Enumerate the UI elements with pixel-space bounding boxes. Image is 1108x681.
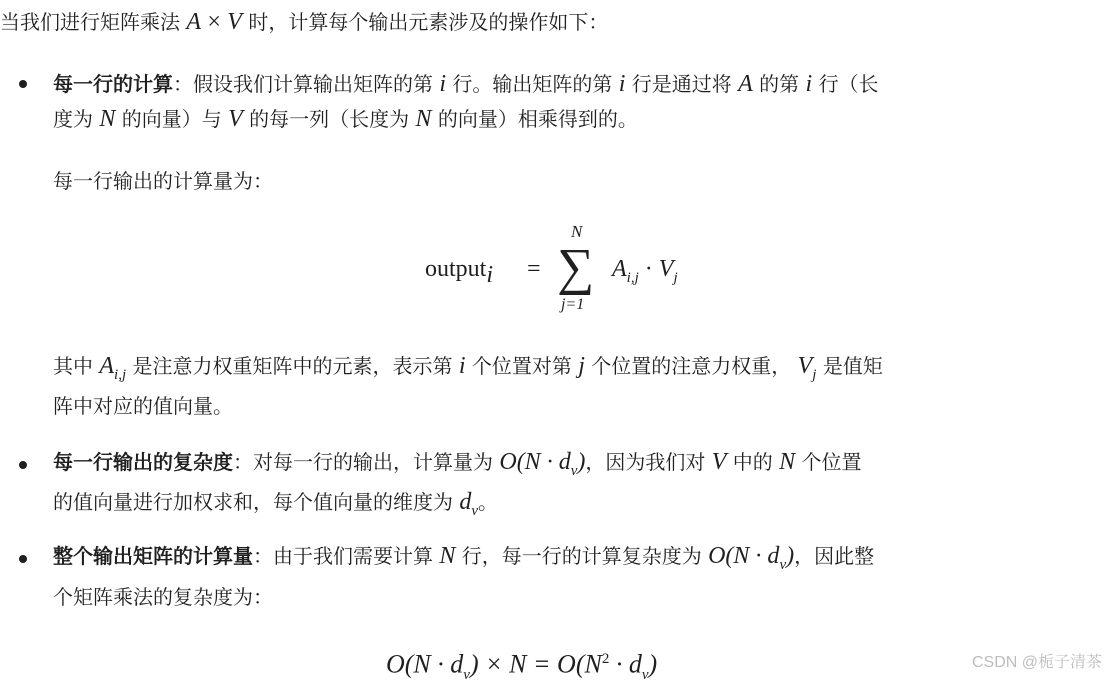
formula1-output: output bbox=[425, 256, 487, 282]
formula1-lhs-sub: i bbox=[486, 261, 494, 288]
formula1-V: V bbox=[658, 256, 674, 282]
section1-line1 bbox=[53, 69, 879, 99]
math-i: i bbox=[458, 353, 466, 379]
bullet-3 bbox=[19, 555, 27, 563]
formula2-left-sub: v bbox=[463, 666, 470, 681]
intro-text: 当我们进行矩阵乘法 bbox=[0, 10, 180, 34]
section1-text: 行（长 bbox=[818, 72, 879, 96]
section1-para bbox=[53, 166, 273, 196]
math-A: A bbox=[99, 353, 115, 379]
section1-line2 bbox=[53, 104, 638, 134]
formula1-V-sub: j bbox=[673, 269, 678, 286]
section2-line1 bbox=[53, 447, 862, 486]
math-i: i bbox=[805, 71, 813, 97]
explain-line1 bbox=[53, 351, 883, 390]
math-times: × bbox=[207, 9, 221, 35]
formula-1 bbox=[0, 220, 1108, 320]
section2-text: ：对每一行的输出，计算量为 bbox=[233, 450, 493, 474]
formula-2 bbox=[386, 644, 657, 681]
section3-text: ：由于我们需要计算 bbox=[253, 544, 433, 568]
section1-text: 度为 bbox=[53, 107, 93, 131]
math-i: i bbox=[618, 71, 626, 97]
section1-title: 每一行的计算 bbox=[53, 72, 173, 96]
section2-text: ，因为我们对 bbox=[585, 450, 706, 474]
formula1-A-sub: i,j bbox=[626, 269, 639, 286]
formula1-A: A bbox=[612, 256, 627, 282]
formula2-right-sub: v bbox=[641, 666, 649, 681]
formula1-sum-bottom: j=1 bbox=[561, 296, 585, 313]
formula1-dot: · bbox=[644, 256, 653, 282]
explain-text: 是值矩 bbox=[822, 354, 883, 378]
section1-text: 的向量）相乘得到的。 bbox=[437, 107, 638, 131]
math-i: i bbox=[439, 71, 447, 97]
math-N: N bbox=[99, 106, 116, 132]
explain-text: 阵中对应的值向量。 bbox=[53, 394, 233, 418]
math-d: d bbox=[459, 489, 472, 515]
formula2-sup: 2 bbox=[601, 651, 610, 667]
formula2-mid: · d bbox=[609, 649, 642, 679]
math-A: A bbox=[186, 9, 202, 35]
section1-text: 的每一列（长度为 bbox=[249, 107, 410, 131]
explain-V bbox=[797, 353, 817, 383]
section3-text: 行，每一行的计算复杂度为 bbox=[461, 544, 702, 568]
math-N: N bbox=[779, 449, 796, 475]
formula1-lhs bbox=[425, 256, 493, 289]
section1-text: 的向量）与 bbox=[121, 107, 222, 131]
section3-text: 个矩阵乘法的复杂度为： bbox=[53, 585, 273, 609]
math-O-sub: v bbox=[779, 556, 787, 573]
math-j: j bbox=[578, 353, 585, 379]
section2-text: 中的 bbox=[732, 450, 773, 474]
explain-text: 是注意力权重矩阵中的元素，表示第 bbox=[132, 354, 453, 378]
section1-text: 行。输出矩阵的第 bbox=[452, 72, 613, 96]
section3-O bbox=[708, 543, 795, 573]
intro-line bbox=[0, 7, 608, 37]
bullet-2 bbox=[19, 461, 27, 469]
section3-text: ，因此整 bbox=[794, 544, 875, 568]
section2-title: 每一行输出的复杂度 bbox=[53, 450, 233, 474]
math-V: V bbox=[227, 9, 242, 35]
section2-line2 bbox=[53, 487, 498, 526]
section3-line2 bbox=[53, 582, 273, 612]
section2-d bbox=[459, 489, 479, 519]
watermark: CSDN @栀子清茶 bbox=[971, 654, 1102, 671]
math-N: N bbox=[415, 106, 432, 132]
explain-line2 bbox=[53, 391, 233, 421]
formula2-right-end: ) bbox=[648, 649, 658, 679]
section1-text: 行是通过将 bbox=[631, 72, 732, 96]
math-O: O(N · d bbox=[708, 543, 780, 569]
bullet-1 bbox=[19, 80, 27, 88]
math-A: A bbox=[738, 71, 753, 97]
explain-text: 个位置的注意力权重， bbox=[591, 354, 792, 378]
section3-title: 整个输出矩阵的计算量 bbox=[53, 544, 253, 568]
math-A-sub: i,j bbox=[114, 366, 127, 383]
section1-para-text: 每一行输出的计算量为： bbox=[53, 169, 273, 193]
math-N: N bbox=[439, 543, 456, 569]
formula2-left: O(N · d bbox=[386, 649, 464, 679]
math-d-sub: v bbox=[471, 502, 479, 519]
section1-text: 的第 bbox=[759, 72, 800, 96]
math-O: O(N · d bbox=[499, 449, 571, 475]
explain-text: 个位置对第 bbox=[471, 354, 572, 378]
explain-A bbox=[99, 353, 127, 383]
math-O-end: ) bbox=[577, 449, 586, 475]
explain-text: 其中 bbox=[53, 354, 93, 378]
formula1-sum-symbol: ∑ bbox=[557, 239, 595, 296]
math-O-end: ) bbox=[786, 543, 795, 569]
section3-line1 bbox=[53, 541, 874, 580]
math-V: V bbox=[228, 106, 243, 132]
section2-O bbox=[499, 449, 586, 479]
formula2-left-end: ) × N = O(N bbox=[469, 649, 602, 679]
formula1-rhs bbox=[612, 256, 678, 287]
section1-text: ：假设我们计算输出矩阵的第 bbox=[173, 72, 433, 96]
section2-text: 个位置 bbox=[801, 450, 862, 474]
section2-text: 的值向量进行加权求和，每个值向量的维度为 bbox=[53, 490, 453, 514]
formula1-eq: = bbox=[527, 256, 541, 282]
formula1-sum-top: N bbox=[571, 222, 583, 241]
math-V: V bbox=[797, 353, 813, 379]
math-V-sub: j bbox=[812, 366, 817, 383]
intro-text-end: 时，计算每个输出元素涉及的操作如下： bbox=[248, 10, 609, 34]
section2-text: 。 bbox=[478, 490, 499, 514]
math-V: V bbox=[711, 449, 727, 475]
math-O-sub: v bbox=[570, 462, 578, 479]
